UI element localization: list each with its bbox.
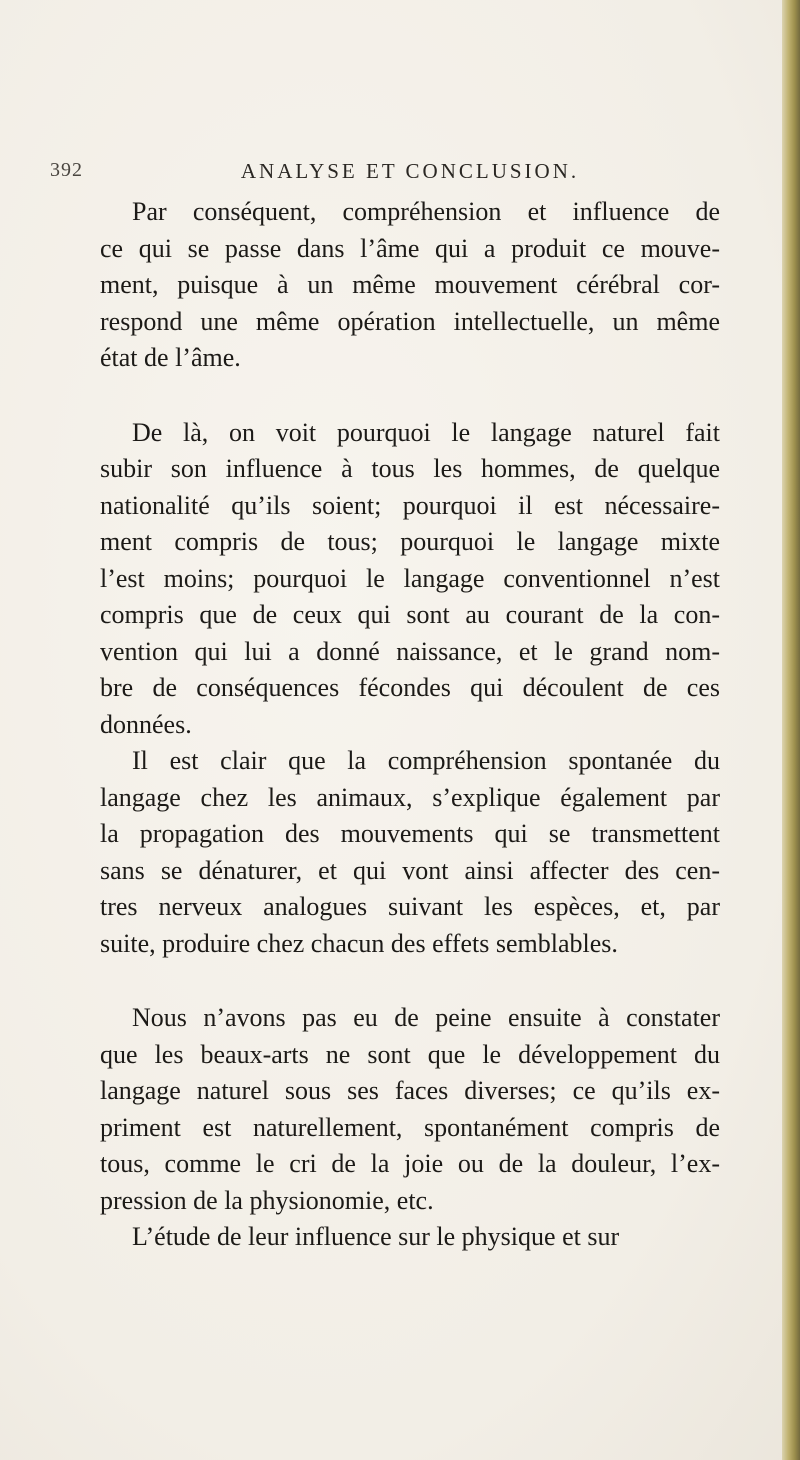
text-line: tres nerveux analogues suivant les espèces, et, par: [100, 892, 720, 921]
text-line: subir son influence à tous les hommes, de quelque: [100, 454, 720, 483]
text-line: compris que de ceux qui sont au courant de la con-: [100, 600, 720, 629]
paragraph-gap: [100, 377, 720, 415]
page-header: [0, 159, 800, 199]
paragraph-4: [100, 1000, 720, 1219]
text-line: Nous n’avons pas eu de peine ensuite à constater: [132, 1003, 720, 1032]
text-line: l’est moins; pourquoi le langage conventionnel n’est: [100, 563, 720, 593]
text-line: priment est naturellement, spontanément compris de: [100, 1112, 720, 1142]
text-line: ment compris de tous; pourquoi le langage mixte: [100, 527, 720, 556]
text-line: données.: [100, 709, 192, 739]
paragraph-3: [100, 743, 720, 962]
paragraph-1: [100, 194, 720, 377]
text-line: ment, puisque à un même mouvement cérébral cor-: [100, 270, 720, 299]
text-line: bre de conséquences fécondes qui découlent de ces: [100, 673, 720, 702]
page-number: 392: [50, 159, 83, 181]
paragraph-2: [100, 415, 720, 744]
text-line: respond une même opération intellectuelle, un même: [100, 306, 720, 336]
text-line: Il est clair que la compréhension spontanée du: [132, 746, 720, 775]
text-line: langage naturel sous ses faces diverses; ce qu’ils ex-: [100, 1076, 720, 1105]
text-line: que les beaux-arts ne sont que le développement du: [100, 1039, 720, 1069]
text-line: De là, on voit pourquoi le langage naturel fait: [132, 417, 720, 447]
text-line: état de l’âme.: [100, 343, 241, 372]
text-line: suite, produire chez chacun des effets semblables.: [100, 928, 618, 958]
text-line: tous, comme le cri de la joie ou de la douleur, l’ex-: [100, 1149, 720, 1178]
text-line: Par conséquent, compréhension et influence de: [132, 197, 720, 226]
text-line: sans se dénaturer, et qui vont ainsi affecter des cen-: [100, 855, 720, 885]
text-line: vention qui lui a donné naissance, et le grand nom-: [100, 636, 720, 666]
text-line: L’étude de leur influence sur le physique et sur: [132, 1222, 620, 1251]
text-line: ce qui se passe dans l’âme qui a produit ce mouve-: [100, 233, 720, 263]
body-text: [100, 194, 720, 1256]
running-head: ANALYSE ET CONCLUSION.: [240, 159, 580, 183]
paragraph-gap: [100, 962, 720, 1000]
text-line: la propagation des mouvements qui se transmettent: [100, 819, 720, 848]
page-edge-shadow: [782, 0, 800, 1460]
text-line: pression de la physionomie, etc.: [100, 1185, 434, 1215]
paragraph-5: [100, 1219, 720, 1256]
text-line: nationalité qu’ils soient; pourquoi il est nécessaire-: [100, 490, 720, 520]
text-line: langage chez les animaux, s’explique également par: [100, 782, 720, 812]
